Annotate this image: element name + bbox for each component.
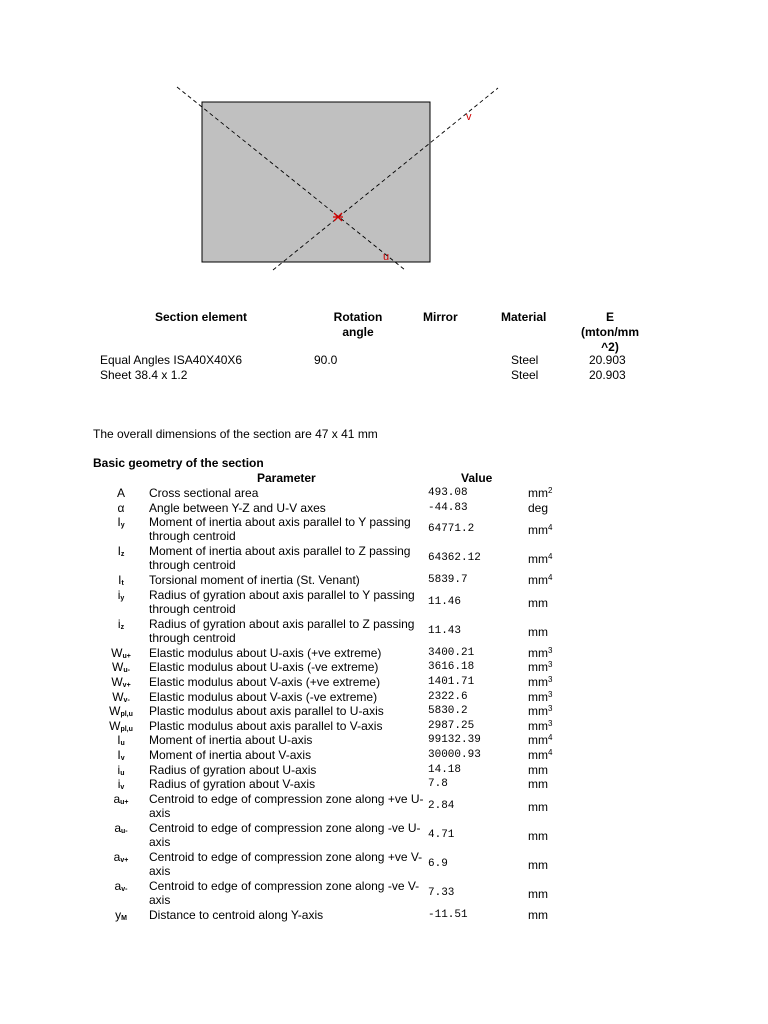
- parameter-value: -11.51: [428, 908, 468, 921]
- parameter-value: 11.43: [428, 624, 462, 637]
- parameter-unit: $mm^4$: [528, 573, 553, 588]
- header-material: Material: [501, 310, 547, 324]
- parameter-symbol: $i_z$: [117, 616, 125, 631]
- parameter-description: Torsional moment of inertia (St. Venant): [149, 573, 360, 588]
- header-mirror: Mirror: [423, 310, 458, 324]
- parameter-symbol: $W_{u-}$: [112, 660, 130, 675]
- parameter-unit: $mm^4$: [528, 552, 553, 567]
- element-e: 20.903: [589, 368, 626, 382]
- header-e: [570, 310, 650, 355]
- parameter-description: Radius of gyration about axis parallel to Z passing through centroid: [149, 616, 415, 645]
- parameter-description: Distance to centroid along Y-axis: [149, 907, 324, 922]
- header-e-line1: E: [605, 310, 614, 324]
- parameter-description: Cross sectional area: [149, 486, 259, 500]
- u-axis-label: u: [383, 251, 390, 263]
- parameter-value: 1401.71: [428, 676, 475, 688]
- header-e-line2: (mton/mm: [581, 325, 639, 339]
- section-rectangle: [202, 102, 430, 262]
- element-rotation: 90.0: [314, 353, 338, 367]
- parameter-unit: $mm^3$: [528, 645, 553, 660]
- parameter-value: 14.18: [428, 763, 462, 776]
- parameter-description: Radius of gyration about V-axis: [149, 777, 316, 792]
- parameter-description: Elastic modulus about U-axis (+ve extreme): [149, 645, 382, 660]
- parameter-symbol: $y_M$: [115, 907, 127, 922]
- parameter-value: 11.46: [428, 595, 462, 608]
- parameter-unit: mm: [528, 777, 548, 792]
- parameter-description: Centroid to edge of compression zone along +ve V-axis: [149, 849, 423, 878]
- parameter-unit: $mm^3$: [528, 660, 553, 675]
- parameter-symbol: $I_t$: [118, 573, 124, 588]
- geometry-header-value: Value: [461, 471, 493, 485]
- parameter-unit: $mm^4$: [528, 733, 553, 748]
- parameter-unit: mm: [528, 595, 548, 610]
- element-e: 20.903: [589, 353, 626, 367]
- parameter-description: Moment of inertia about axis parallel to Y passing through centroid: [149, 515, 411, 544]
- parameter-symbol: $W_{pl,u}$: [109, 718, 133, 733]
- section-diagram: [0, 0, 768, 290]
- header-section-element: Section element: [155, 310, 248, 324]
- parameter-value: 4.71: [428, 828, 455, 841]
- parameter-value: 7.33: [428, 886, 455, 899]
- parameter-symbol: $W_{u+}$: [111, 645, 131, 660]
- parameter-value: 99132.39: [428, 734, 481, 747]
- parameter-description: Moment of inertia about V-axis: [149, 748, 312, 762]
- overall-dimensions-text: The overall dimensions of the section are 47 x 41 mm: [93, 427, 378, 441]
- parameter-description: Radius of gyration about axis parallel to Y passing through centroid: [149, 587, 415, 616]
- parameter-unit: mm: [528, 624, 548, 639]
- parameter-description: Moment of inertia about axis parallel to Z passing through centroid: [149, 544, 411, 573]
- parameter-value: -44.83: [428, 501, 468, 514]
- parameter-description: Centroid to edge of compression zone along -ve U-axis: [149, 820, 421, 849]
- parameter-unit: $mm^4$: [528, 523, 553, 538]
- parameter-unit: $mm^3$: [528, 718, 553, 733]
- parameter-unit: $mm^3$: [528, 675, 553, 689]
- header-rotation: [318, 310, 398, 339]
- parameter-symbol: $W_{v+}$: [111, 675, 131, 689]
- parameter-unit: mm: [528, 886, 548, 901]
- parameter-value: 2987.25: [428, 719, 475, 732]
- parameter-unit: mm: [528, 907, 548, 922]
- v-axis-label: v: [466, 111, 472, 123]
- parameter-description: Centroid to edge of compression zone along +ve U-axis: [149, 791, 424, 820]
- parameter-value: 7.8: [428, 778, 448, 791]
- parameter-unit: $mm^4$: [528, 748, 553, 762]
- parameter-description: Angle between Y-Z and U-V axes: [149, 500, 326, 515]
- header-rotation-line2: angle: [342, 325, 374, 339]
- parameter-value: 3400.21: [428, 646, 475, 659]
- parameter-symbol: A: [116, 486, 125, 500]
- parameter-symbol: $i_y$: [117, 587, 125, 602]
- parameter-description: Elastic modulus about U-axis (-ve extreme): [149, 660, 379, 675]
- parameter-unit: $mm^3$: [528, 704, 553, 719]
- parameter-unit: mm: [528, 828, 548, 843]
- parameter-symbol: $a_{v+}$: [113, 849, 129, 864]
- parameter-symbol: $I_y$: [117, 515, 125, 530]
- geometry-header-parameter: Parameter: [257, 471, 316, 485]
- parameter-unit: $mm^2$: [528, 486, 553, 500]
- parameter-value: 5839.7: [428, 574, 468, 587]
- parameter-symbol: $i_u$: [117, 762, 125, 777]
- parameter-symbol: $a_{u+}$: [113, 791, 129, 806]
- parameter-value: 2.84: [428, 799, 455, 812]
- parameter-value: 3616.18: [428, 661, 475, 674]
- parameter-description: Moment of inertia about U-axis: [149, 733, 313, 748]
- element-name: Equal Angles ISA40X40X6: [100, 353, 243, 367]
- parameter-unit: mm: [528, 799, 548, 814]
- parameter-value: 64362.12: [428, 552, 481, 565]
- parameter-description: Centroid to edge of compression zone along -ve V-axis: [149, 878, 420, 907]
- parameter-description: Plastic modulus about axis parallel to V-axis: [149, 718, 383, 733]
- parameter-symbol: $a_{v-}$: [114, 878, 128, 893]
- parameter-description: Radius of gyration about U-axis: [149, 762, 317, 777]
- header-e-line3: ^2): [601, 340, 619, 354]
- parameter-description: Plastic modulus about axis parallel to U-axis: [149, 704, 384, 719]
- geometry-heading: Basic geometry of the section: [93, 456, 264, 470]
- parameter-value: 6.9: [428, 857, 448, 870]
- element-name: Sheet 38.4 x 1.2: [100, 368, 188, 382]
- parameter-value: 64771.2: [428, 523, 475, 536]
- parameter-symbol: $i_v$: [117, 777, 125, 792]
- parameter-description: Elastic modulus about V-axis (-ve extreme): [149, 689, 378, 704]
- parameter-symbol: $a_{u-}$: [114, 820, 128, 835]
- parameter-unit: deg: [528, 500, 549, 515]
- parameter-unit: $mm^3$: [528, 689, 553, 704]
- parameter-symbol: $W_{pl,u}$: [109, 704, 133, 719]
- parameter-symbol: $I_z$: [117, 544, 125, 559]
- parameter-value: 2322.6: [428, 690, 468, 703]
- element-material: Steel: [511, 353, 539, 367]
- parameter-value: 5830.2: [428, 705, 468, 718]
- parameter-unit: mm: [528, 762, 548, 777]
- parameter-value: 30000.93: [428, 749, 481, 761]
- parameter-symbol: $W_{v-}$: [112, 689, 130, 704]
- parameter-symbol: α: [117, 500, 125, 515]
- header-rotation-line1: Rotation: [333, 310, 383, 324]
- parameter-symbol: $I_u$: [117, 733, 125, 748]
- parameter-value: 493.08: [428, 487, 468, 499]
- element-material: Steel: [511, 368, 539, 382]
- parameter-symbol: $I_v$: [117, 748, 125, 762]
- parameter-description: Elastic modulus about V-axis (+ve extreme): [149, 675, 381, 689]
- parameter-unit: mm: [528, 857, 548, 872]
